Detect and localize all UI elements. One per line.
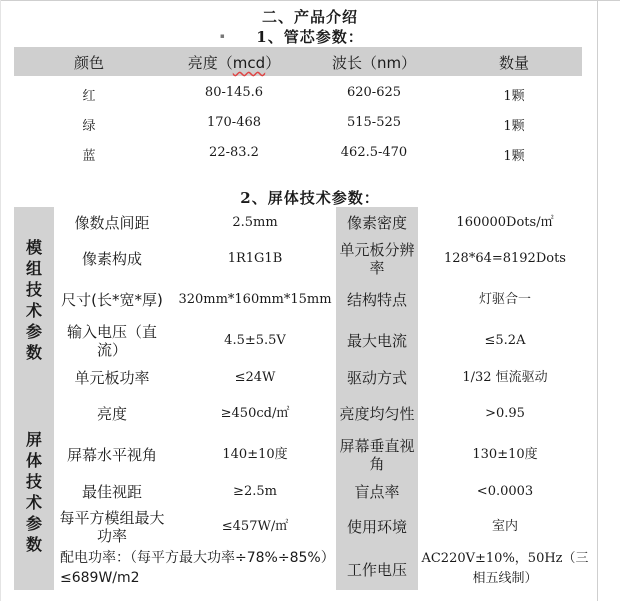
screen-params-label: 屏 体 技 术 参 数 (25, 430, 42, 554)
cell-quantity: 1颗 (503, 89, 525, 104)
chip-row-red (14, 80, 582, 108)
row-label: 像素密度 (346, 214, 407, 232)
cell-quantity: 1颗 (503, 119, 525, 134)
row-label: 尺寸(长*宽*厚) (61, 291, 163, 309)
row-label: 单元板功率 (74, 369, 150, 387)
row-value: ≥450cd/㎡ (220, 406, 290, 421)
row-label: 像素构成 (81, 250, 142, 268)
module-params-label: 模 组 技 术 参 数 (25, 238, 42, 362)
cell-wavelength: 620-625 (346, 85, 402, 100)
power-distribution-note: 配电功率：（每平方最大功率÷78%÷85%）≤689W/m2 (60, 550, 335, 586)
row-label: 结构特点 (346, 291, 407, 309)
row-value: 1R1G1B (227, 251, 283, 266)
row-label: 输入电压（直流） (66, 323, 157, 359)
row-label: 屏幕垂直视角 (339, 437, 415, 473)
row-value: ≤457W/㎡ (221, 519, 289, 534)
row-value: <0.0003 (476, 484, 534, 499)
cell-color: 红 (82, 89, 96, 104)
working-voltage-value: AC220V±10%，50Hz（三相五线制） (421, 551, 589, 586)
row-value: 320mm*160mm*15mm (178, 292, 332, 307)
row-label: 最佳视距 (81, 483, 142, 501)
row-value: ≥2.5m (233, 484, 277, 499)
row-value: 4.5±5.5V (224, 333, 286, 348)
cell-wavelength: 462.5-470 (340, 145, 408, 160)
chip-row-green (14, 110, 582, 138)
row-label: 使用环境 (346, 518, 407, 536)
row-label: 单元板分辨率 (339, 241, 415, 277)
cell-brightness: 22-83.2 (209, 145, 259, 160)
row-value: 1/32 恒流驱动 (462, 370, 548, 385)
row-value: ≤5.2A (484, 333, 526, 348)
row-value: 130±10度 (472, 447, 538, 462)
row-value: 128*64=8192Dots (444, 251, 566, 266)
chip-row-blue (14, 140, 582, 168)
row-label: 亮度均匀性 (339, 405, 415, 423)
header-wavelength: 波长（nm） (331, 54, 417, 72)
page-left-border (0, 0, 1, 601)
page-right-border (597, 0, 598, 601)
row-label: 盲点率 (354, 483, 400, 501)
row-label: 像数点间距 (74, 214, 150, 232)
screen-params-heading: 2、屏体技术参数： (240, 189, 380, 207)
cell-quantity: 1颗 (503, 149, 525, 164)
paragraph-marker-icon: ▪ (220, 32, 225, 40)
cell-brightness: 80-145.6 (204, 85, 264, 100)
cell-brightness: 170-468 (206, 115, 262, 130)
row-label: 每平方模组最大功率 (59, 509, 165, 545)
cell-color: 蓝 (82, 149, 96, 164)
header-brightness: 亮度（mcd） (187, 54, 281, 72)
row-label: 屏幕水平视角 (66, 446, 157, 464)
header-color: 颜色 (73, 54, 104, 72)
row-label: 驱动方式 (346, 369, 407, 387)
row-label: 最大电流 (346, 332, 407, 350)
chip-table-header (14, 47, 582, 76)
row-value: 140±10度 (222, 447, 288, 462)
cell-wavelength: 515-525 (346, 115, 402, 130)
row-value: 室内 (491, 519, 518, 534)
working-voltage-label: 工作电压 (346, 561, 407, 579)
row-label: 亮度 (96, 405, 127, 423)
cell-color: 绿 (82, 119, 96, 134)
row-value: 160000Dots/㎡ (456, 215, 554, 230)
chip-params-heading: 1、管芯参数： (256, 28, 364, 46)
header-quantity: 数量 (498, 54, 529, 72)
screen-table-sidebar (14, 207, 54, 590)
row-value: >0.95 (485, 406, 525, 421)
row-value: 2.5mm (232, 215, 278, 230)
row-value: ≤24W (234, 370, 276, 385)
section-heading: 二、产品介绍 (261, 8, 358, 26)
row-value: 灯驱合一 (478, 292, 531, 307)
